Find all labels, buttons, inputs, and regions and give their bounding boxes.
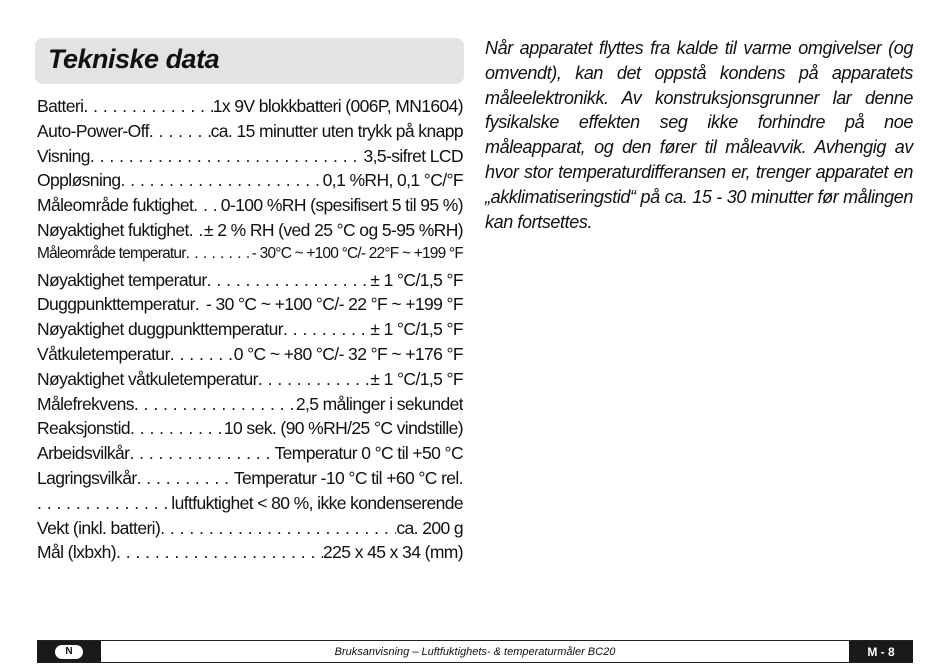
page-footer — [37, 640, 913, 663]
spec-row-reaksjonstid — [37, 418, 463, 443]
spec-value: 0-100 %RH (spesifisert 5 til 95 %) — [220, 195, 463, 216]
spec-label: Visning — [37, 145, 90, 166]
language-badge — [37, 641, 101, 662]
spec-row-lagringsvilkar — [37, 468, 463, 493]
section-heading: Tekniske data — [48, 44, 220, 74]
spec-row-noyaktighet-vatkule — [37, 369, 463, 394]
spec-label: Nøyaktighet temperatur — [37, 269, 207, 290]
spec-label: Oppløsning — [37, 170, 121, 191]
spec-label: Mål (lxbxh) — [37, 542, 116, 563]
spec-value: - 30°C ~ +100 °C/- 22°F ~ +199 °F — [251, 244, 463, 262]
spec-label: Måleområde fuktighet — [37, 195, 194, 216]
spec-value: 225 x 45 x 34 (mm) — [323, 542, 463, 563]
condensation-note: Når apparatet flyttes fra kalde til varme omgivelser (og omvendt), kan det oppstå kondens på apparatets måleelektronikk. Av konstruksjonsgrunner lar denne fysikalske effekten seg ikke forhindre på noe måleapparat, og den fører til måleavvik. Avhengig av hvor stor temperaturdifferansen er, trenger apparatet en „akklimatiseringstid“ på ca. 15 - 30 minutter før målingen kan fortsettes. — [485, 38, 913, 232]
spec-value: luftfuktighet < 80 %, ikke kondenserende — [171, 492, 463, 513]
spec-row-visning — [37, 146, 463, 171]
spec-label: Vekt (inkl. batteri) — [37, 517, 161, 538]
spec-value: 10 sek. (90 %RH/25 °C vindstille) — [223, 418, 463, 439]
spec-row-lagringsvilkar-cont — [37, 493, 463, 518]
spec-value: Temperatur 0 °C til +50 °C — [274, 443, 463, 464]
spec-value: 0,1 %RH, 0,1 °C/°F — [322, 170, 463, 191]
spec-list — [37, 96, 463, 567]
spec-row-maleomrade-fuktighet — [37, 195, 463, 220]
spec-row-vatkuletemperatur — [37, 344, 463, 369]
spec-row-opplosning — [37, 170, 463, 195]
section-heading-box — [35, 38, 464, 84]
language-code: N — [55, 645, 83, 659]
spec-row-duggpunkttemperatur — [37, 294, 463, 319]
spec-label: Nøyaktighet fuktighet — [37, 219, 189, 240]
spec-value: 3,5-sifret LCD — [363, 145, 463, 166]
spec-label: Nøyaktighet våtkuletemperatur — [37, 368, 258, 389]
spec-row-arbeidsvilkar — [37, 443, 463, 468]
spec-label: Arbeidsvilkår — [37, 443, 130, 464]
spec-value: Temperatur -10 °C til +60 °C rel. — [233, 467, 463, 488]
spec-row-vekt — [37, 518, 463, 543]
spec-value: ca. 200 g — [396, 517, 463, 538]
spec-row-auto-power-off — [37, 121, 463, 146]
page-number: M - 8 — [849, 641, 913, 662]
spec-label: Våtkuletemperatur — [37, 343, 170, 364]
spec-row-noyaktighet-temperatur — [37, 270, 463, 295]
spec-row-maleomrade-temperatur — [37, 245, 463, 270]
spec-value: 2,5 målinger i sekundet — [295, 393, 463, 414]
spec-value: ± 1 °C/1,5 °F — [370, 269, 463, 290]
spec-value: - 30 °C ~ +100 °C/- 22 °F ~ +199 °F — [206, 294, 463, 315]
spec-value: ± 1 °C/1,5 °F — [370, 368, 463, 389]
spec-row-noyaktighet-fuktighet — [37, 220, 463, 245]
spec-value: 1x 9V blokkbatteri (006P, MN1604) — [212, 96, 463, 116]
spec-row-malefrekvens — [37, 394, 463, 419]
spec-value: 0 °C ~ +80 °C/- 32 °F ~ +176 °F — [233, 343, 463, 364]
spec-label: Målefrekvens — [37, 393, 134, 414]
spec-value: ± 1 °C/1,5 °F — [370, 319, 463, 340]
spec-label: Nøyaktighet duggpunkttemperatur — [37, 319, 283, 340]
spec-label: Auto-Power-Off — [37, 120, 149, 141]
spec-row-batteri — [37, 96, 463, 121]
footer-title: Bruksanvisning – Luftfuktighets- & temperaturmåler BC20 — [334, 645, 616, 658]
spec-row-noyaktighet-duggpunkt — [37, 319, 463, 344]
spec-value: ± 2 % RH (ved 25 °C og 5-95 %RH) — [203, 219, 463, 240]
spec-label: Lagringsvilkår — [37, 467, 137, 488]
spec-row-mal — [37, 542, 463, 567]
spec-value: ca. 15 minutter uten trykk på knapp — [210, 120, 463, 141]
spec-label: Måleområde temperatur — [37, 244, 186, 262]
spec-label: Reaksjonstid — [37, 418, 130, 439]
spec-label: Duggpunkttemperatur — [37, 294, 195, 315]
spec-label: Batteri — [37, 96, 84, 116]
